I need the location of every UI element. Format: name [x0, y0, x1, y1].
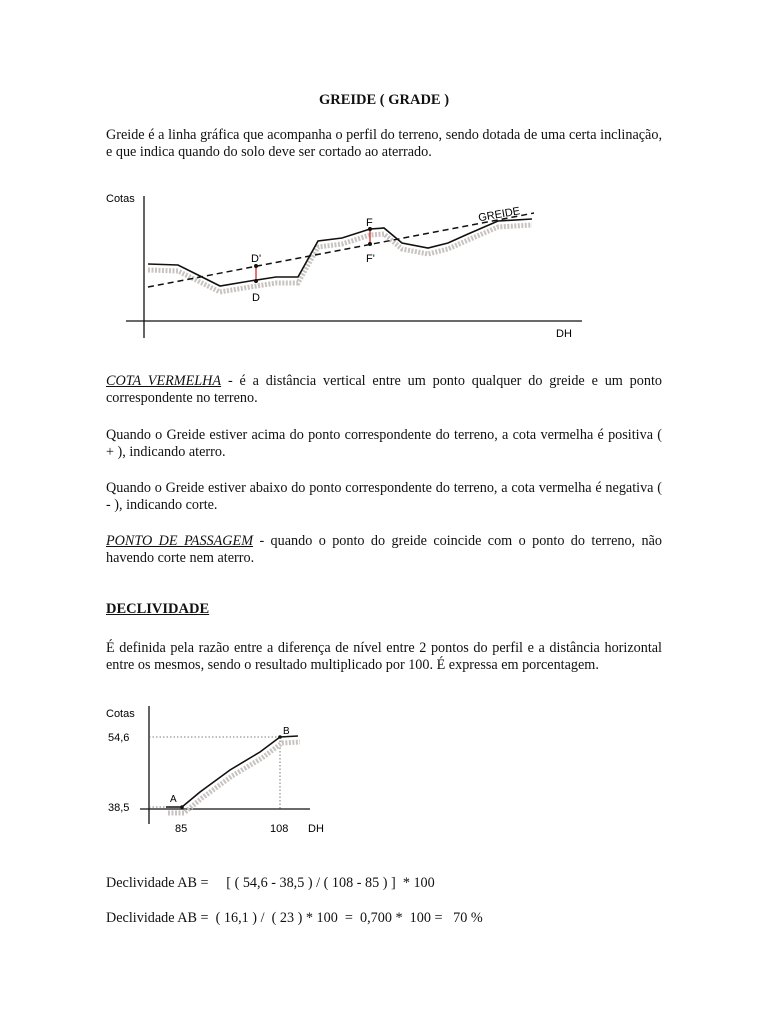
cota-vermelha-term: COTA VERMELHA: [106, 373, 222, 389]
formula-line-2: Declividade AB = ( 16,1 ) / ( 23 ) * 100 = 0,700 * 100 = 70 %: [106, 910, 483, 926]
greide-line: [148, 213, 534, 287]
point-a-label: A: [170, 794, 177, 805]
greide-label: GREIDE: [477, 205, 522, 225]
point-f-lower-dot: [368, 242, 372, 246]
cota-vermelha-definition: - é a distância vertical entre um ponto qualquer do greide e um ponto correspondente no terreno.: [106, 373, 662, 406]
ponto-passagem-term: PONTO DE PASSAGEM: [106, 533, 254, 549]
point-d-lower-dot: [254, 279, 258, 283]
y-axis-label: Cotas: [106, 193, 135, 205]
profile-figure: [100, 180, 600, 348]
formula-line-1: Declividade AB = [ ( 54,6 - 38,5 ) / ( 108 - 85 ) ] * 100: [106, 875, 435, 891]
x-tick-a: 85: [175, 823, 188, 835]
y-tick-high: 54,6: [108, 732, 130, 744]
point-a-dot: [180, 805, 184, 809]
y-tick-low: 38,5: [108, 802, 130, 814]
point-d-upper-label: D': [251, 253, 262, 265]
ponto-passagem-paragraph: [106, 533, 662, 567]
slope-figure: [100, 698, 340, 840]
ponto-passagem-definition: - quando o ponto do greide coincide com o ponto do terreno, não havendo corte nem aterro.: [106, 533, 662, 566]
intro-paragraph: Greide é a linha gráfica que acompanha o perfil do terreno, sendo dotada de uma certa inclinação, e que indica quando do solo deve ser cortado ao aterrado.: [106, 127, 662, 160]
x-axis-label: DH: [308, 823, 324, 835]
x-tick-b: 108: [270, 823, 289, 835]
cota-vermelha-paragraph: [106, 373, 662, 407]
terrain-shadow: [148, 225, 532, 292]
greide-abaixo-paragraph: Quando o Greide estiver abaixo do ponto correspondente do terreno, a cota vermelha é negativa ( - ), indicando corte.: [106, 480, 662, 513]
x-axis-label: DH: [556, 328, 572, 340]
declividade-heading: DECLIVIDADE: [106, 601, 210, 617]
point-b-label: B: [283, 726, 290, 737]
declividade-paragraph: É definida pela razão entre a diferença de nível entre 2 pontos do perfil e a distância horizontal entre os mesmos, sendo o resultado multiplicado por 100. É expressa em porcentagem.: [106, 640, 662, 673]
greide-acima-paragraph: Quando o Greide estiver acima do ponto correspondente do terreno, a cota vermelha é positiva ( + ), indicando aterro.: [106, 427, 662, 460]
page-title: GREIDE ( GRADE ): [318, 92, 450, 108]
terrain-line: [148, 219, 532, 286]
point-f-upper-label: F: [366, 217, 373, 229]
point-d-lower-label: D: [252, 292, 260, 304]
point-b-dot: [278, 735, 282, 739]
point-f-lower-label: F': [366, 253, 375, 265]
y-axis-label: Cotas: [106, 708, 135, 720]
